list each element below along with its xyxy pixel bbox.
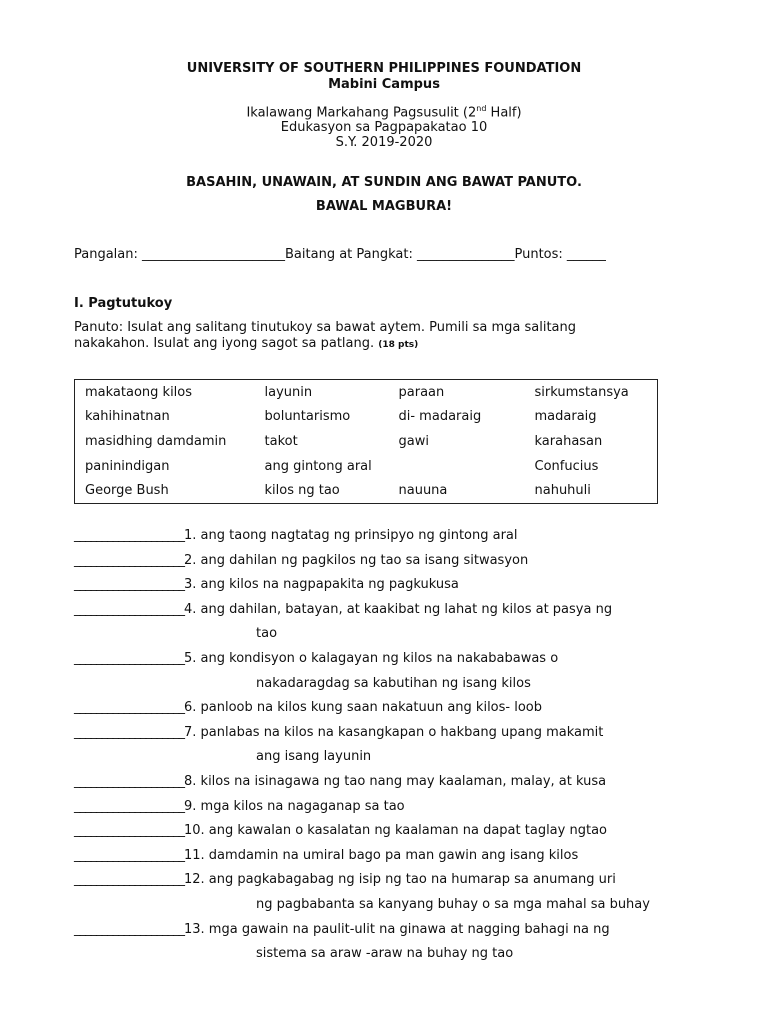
answer-blank[interactable]: ____________________ (74, 847, 184, 863)
word-box-cell: di- madaraig (398, 409, 482, 425)
answer-blank[interactable]: ____________________ (74, 724, 184, 740)
answer-blank[interactable]: ____________________ (74, 528, 184, 543)
answer-blank[interactable]: ____________________ (74, 774, 184, 789)
exam-title: Ikalawang Markahang Pagsusulit (2nd Half) (246, 104, 522, 121)
section-title: I. Pagtutukoy (74, 296, 173, 311)
answer-blank[interactable]: ____________________ (74, 700, 184, 716)
question-text: 9. mga kilos na nagaganap sa tao (184, 798, 405, 814)
points-label: (18 pts) (378, 340, 419, 350)
general-instructions: BASAHIN, UNAWAIN, AT SUNDIN ANG BAWAT PANUTO. (186, 175, 582, 190)
question-text: 4. ang dahilan, batayan, at kaakibat ng lahat ng kilos at pasya ng (184, 601, 613, 617)
word-box-row (75, 454, 658, 479)
word-box-row (75, 380, 658, 405)
word-box-cell: Confucius (534, 458, 599, 474)
word-box-cell: boluntarismo (264, 409, 351, 425)
question-text: 6. panloob na kilos kung saan nakatuun ang kilos- loob (184, 700, 542, 716)
question-text: 13. mga gawain na paulit-ulit na ginawa at nagging bahagi na ng (184, 921, 610, 937)
word-box-cell: sirkumstansya (534, 384, 629, 400)
word-box (74, 379, 658, 504)
question-item (74, 848, 578, 863)
word-box-cell: kahihinatnan (85, 409, 170, 425)
directions-line-2: nakakahon. Isulat ang iyong sagot sa patlang. (18 pts) (74, 336, 419, 351)
question-item (74, 700, 542, 715)
answer-blank[interactable]: ____________________ (74, 798, 184, 814)
question-text-continued: tao (256, 626, 278, 642)
word-box-row (75, 405, 658, 430)
question-item (74, 823, 607, 838)
question-text: 11. damdamin na umiral bago pa man gawin ang isang kilos (184, 847, 579, 863)
question-item (74, 651, 558, 666)
question-text: 7. panlabas na kilos na kasangkapan o hakbang upang makamit (184, 724, 604, 740)
directions-line-1: Panuto: Isulat ang salitang tinutukoy sa bawat aytem. Pumili sa mga salitang (74, 320, 577, 335)
answer-blank[interactable]: ____________________ (74, 601, 184, 617)
word-box-cell: madaraig (534, 409, 597, 425)
question-text-continued: ang isang layunin (256, 749, 372, 765)
word-box-cell: layunin (264, 384, 313, 400)
grade-section-field[interactable]: Baitang at Pangkat: _______________ (285, 247, 515, 262)
question-item (74, 553, 528, 568)
question-item (74, 528, 518, 543)
subject-title: Edukasyon sa Pagpapakatao 10 (280, 120, 488, 135)
question-text-continued: ng pagbabanta sa kanyang buhay o sa mga mahal sa buhay (256, 897, 650, 912)
answer-blank[interactable]: ____________________ (74, 651, 184, 666)
question-text: 8. kilos na isinagawa ng tao nang may kaalaman, malay, at kusa (184, 774, 607, 789)
word-box-cell: karahasan (534, 433, 603, 449)
word-box-row (75, 429, 658, 454)
question-text-continued: nakadaragdag sa kabutihan ng isang kilos (256, 675, 531, 691)
question-item (74, 577, 459, 592)
name-field[interactable]: Pangalan: ______________________ (74, 247, 286, 262)
question-item (74, 799, 405, 814)
word-box-cell: paninindigan (85, 458, 170, 474)
question-text-continued: sistema sa araw -araw na buhay ng tao (256, 946, 514, 962)
question-item (74, 725, 603, 740)
question-item (74, 872, 616, 887)
question-text: 10. ang kawalan o kasalatan ng kaalaman na dapat taglay ngtao (184, 823, 607, 839)
word-box-cell: ang gintong aral (264, 458, 372, 474)
word-box-cell (389, 454, 525, 479)
campus-name: Mabini Campus (328, 77, 440, 92)
question-text: 1. ang taong nagtatag ng prinsipyo ng gintong aral (184, 528, 518, 543)
answer-blank[interactable]: ____________________ (74, 823, 184, 839)
word-box-cell: George Bush (85, 483, 169, 499)
word-box-cell: kilos ng tao (264, 483, 340, 499)
word-box-cell: takot (264, 433, 298, 449)
word-box-cell: paraan (398, 384, 445, 400)
answer-blank[interactable]: ____________________ (74, 552, 184, 568)
answer-blank[interactable]: ____________________ (74, 872, 184, 888)
question-text: 3. ang kilos na nagpapakita ng pagkukusa (184, 577, 459, 593)
word-box-cell: nauuna (398, 483, 448, 499)
university-name: UNIVERSITY OF SOUTHERN PHILIPPINES FOUNDATION (186, 61, 582, 76)
word-box-cell: masidhing damdamin (85, 433, 227, 449)
question-text: 2. ang dahilan ng pagkilos ng tao sa isang sitwasyon (184, 552, 529, 568)
answer-blank[interactable]: ____________________ (74, 921, 184, 937)
word-box-cell: nahuhuli (534, 483, 591, 499)
word-box-cell: gawi (398, 433, 429, 449)
word-box-row (75, 478, 658, 503)
question-text: 5. ang kondisyon o kalagayan ng kilos na nakababawas o (184, 651, 559, 666)
question-item (74, 602, 612, 617)
word-box-cell: makataong kilos (85, 384, 193, 400)
answer-blank[interactable]: ____________________ (74, 577, 184, 593)
question-item (74, 922, 610, 937)
score-field[interactable]: Puntos: ______ (514, 247, 606, 262)
school-year: S.Y. 2019-2020 (335, 135, 433, 150)
question-text: 12. ang pagkabagabag ng isip ng tao na humarap sa anumang uri (184, 872, 616, 888)
no-erase-notice: BAWAL MAGBURA! (315, 199, 453, 214)
student-info-line (74, 247, 694, 262)
question-item (74, 774, 606, 789)
